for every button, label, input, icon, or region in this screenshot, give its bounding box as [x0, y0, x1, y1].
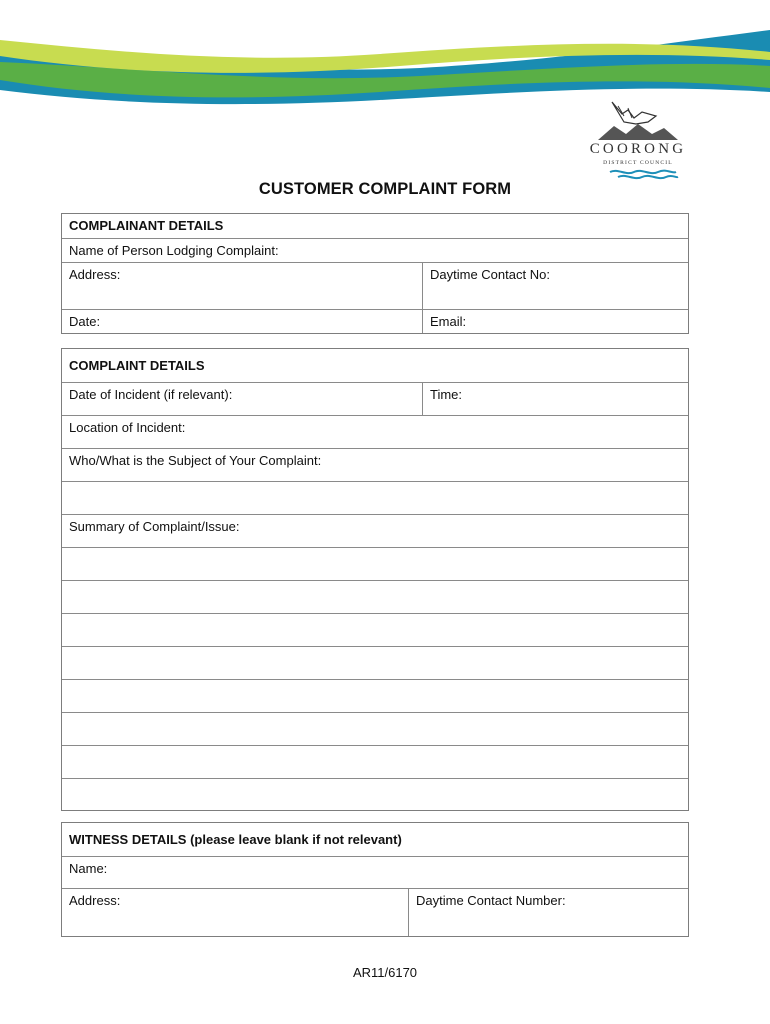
- complainant-email-field[interactable]: Email:: [422, 310, 688, 333]
- form-title: CUSTOMER COMPLAINT FORM: [258, 180, 512, 198]
- incident-date-field[interactable]: Date of Incident (if relevant):: [69, 387, 233, 402]
- logo-wordmark: COORONG: [589, 141, 687, 157]
- incident-location-field[interactable]: Location of Incident:: [69, 420, 186, 435]
- complaint-heading: COMPLAINT DETAILS: [69, 358, 205, 373]
- complainant-date-field[interactable]: Date:: [69, 314, 101, 329]
- complainant-address-row: [62, 262, 688, 309]
- complaint-summary-row[interactable]: [62, 514, 688, 547]
- complainant-phone-field[interactable]: Daytime Contact No:: [422, 263, 688, 309]
- complaint-subject-line[interactable]: [62, 481, 688, 514]
- complainant-heading-row: [62, 214, 688, 238]
- complainant-heading: COMPLAINANT DETAILS: [69, 218, 224, 233]
- complaint-summary-line[interactable]: [62, 745, 688, 778]
- witness-phone-field[interactable]: Daytime Contact Number:: [408, 889, 688, 936]
- witness-details-table: [61, 822, 689, 937]
- complainant-address-field[interactable]: Address:: [69, 267, 121, 282]
- pelican-icon: [578, 96, 698, 141]
- complainant-details-table: [61, 213, 689, 334]
- incident-location-row[interactable]: [62, 415, 688, 448]
- complaint-summary-line[interactable]: [62, 547, 688, 580]
- incident-time-field[interactable]: Time:: [422, 383, 688, 415]
- incident-date-row: [62, 382, 688, 415]
- complaint-subject-field[interactable]: Who/What is the Subject of Your Complaint:: [69, 453, 322, 468]
- witness-heading-row: [62, 823, 688, 856]
- complaint-summary-field[interactable]: Summary of Complaint/Issue:: [69, 519, 240, 534]
- complainant-name-field[interactable]: Name of Person Lodging Complaint:: [69, 243, 279, 258]
- complaint-summary-line[interactable]: [62, 613, 688, 646]
- council-logo: [578, 96, 698, 188]
- witness-address-row: [62, 888, 688, 936]
- logo-subtitle: DISTRICT COUNCIL: [603, 160, 673, 166]
- witness-address-field[interactable]: Address:: [69, 893, 121, 908]
- complaint-summary-line[interactable]: [62, 679, 688, 712]
- witness-name-row[interactable]: [62, 856, 688, 888]
- document-reference: AR11/6170: [352, 965, 418, 980]
- complaint-heading-row: [62, 349, 688, 382]
- witness-heading: WITNESS DETAILS (please leave blank if not relevant): [69, 832, 402, 847]
- complaint-subject-row[interactable]: [62, 448, 688, 481]
- complainant-date-row: [62, 309, 688, 333]
- complaint-details-table: [61, 348, 689, 811]
- witness-name-field[interactable]: Name:: [69, 861, 108, 876]
- complaint-summary-line[interactable]: [62, 646, 688, 679]
- complaint-summary-line[interactable]: [62, 778, 688, 810]
- complainant-name-row[interactable]: [62, 238, 688, 262]
- complaint-summary-line[interactable]: [62, 712, 688, 745]
- complaint-summary-line[interactable]: [62, 580, 688, 613]
